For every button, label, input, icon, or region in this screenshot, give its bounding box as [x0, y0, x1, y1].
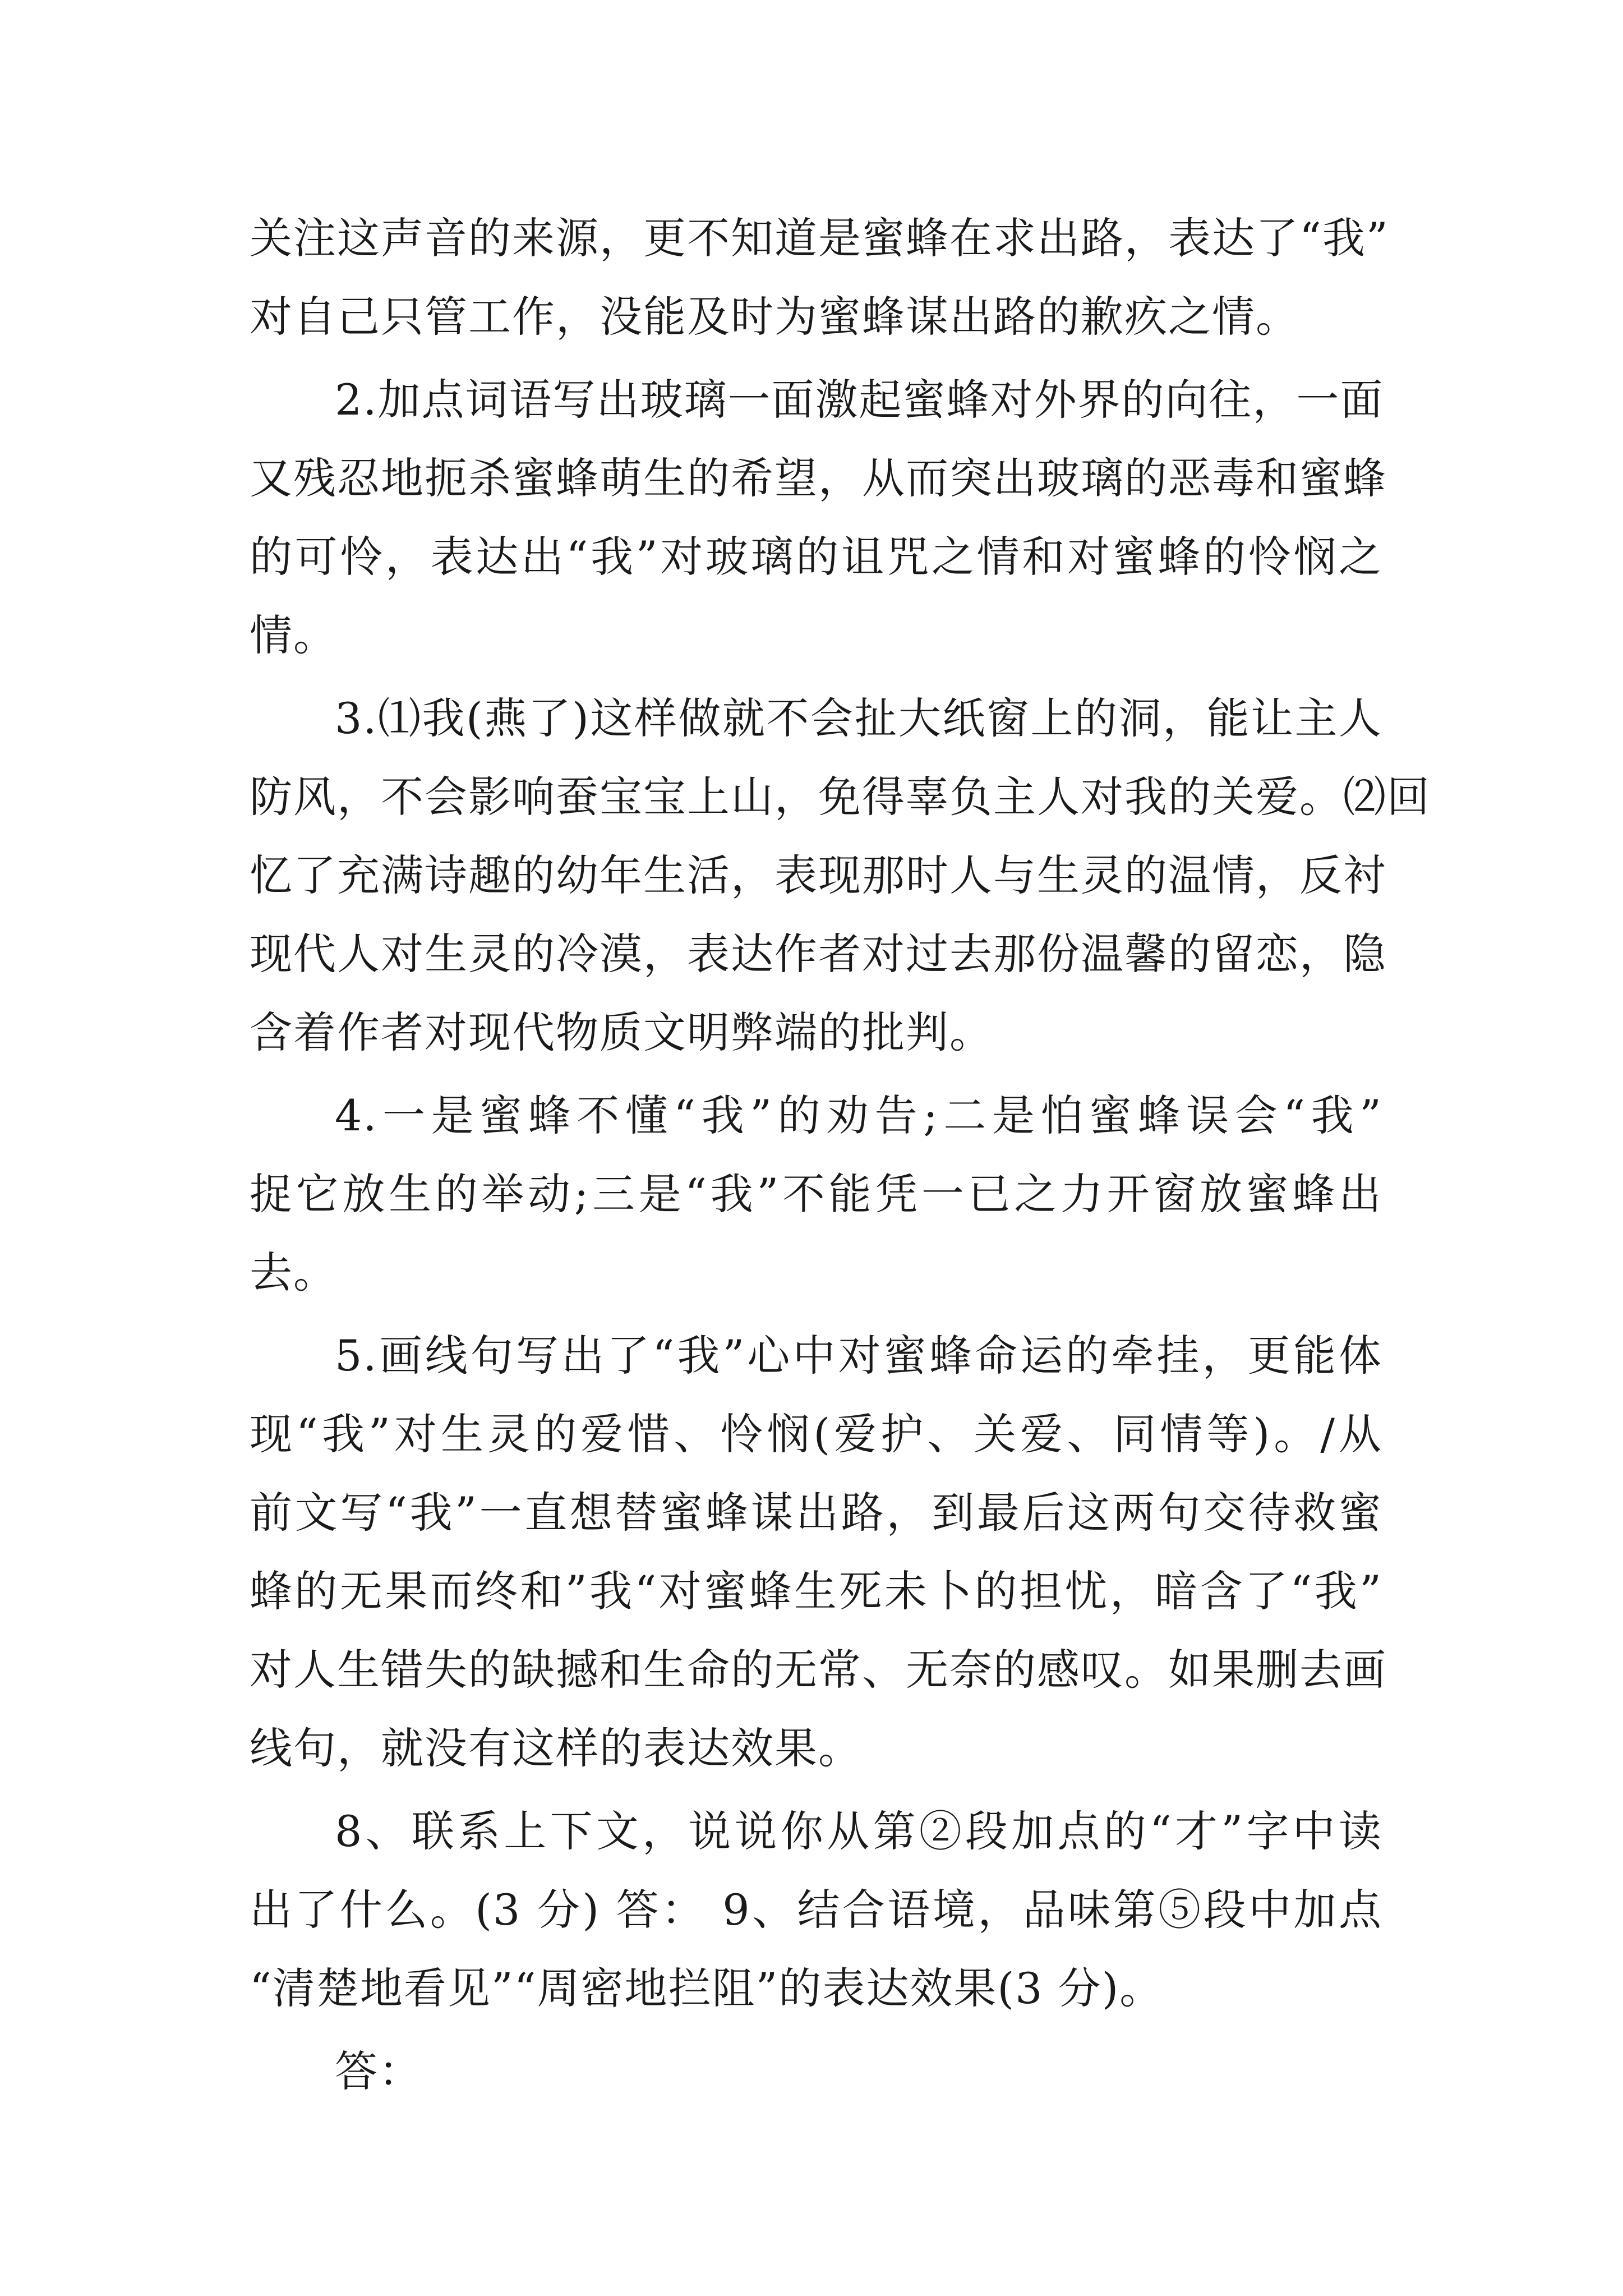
text-line: 又残忍地扼杀蜜蜂萌生的希望，从而突出玻璃的恶毒和蜜蜂	[250, 453, 1387, 503]
paragraph-answer-2	[250, 361, 1387, 675]
paragraph-continuation	[250, 199, 1389, 356]
text-line: 线句，就没有这样的表达效果。	[250, 1723, 862, 1773]
text-line: 去。	[250, 1248, 337, 1297]
text-line: 蜂的无果而终和”我“对蜜蜂生死未卜的担忧，暗含了“我”	[250, 1566, 1382, 1616]
text-line: 现代人对生灵的冷漠，表达作者对过去那份温馨的留恋，隐	[250, 929, 1387, 979]
paragraph-answer-3	[250, 679, 1431, 1072]
text-line: 答：	[335, 2046, 422, 2096]
text-line: 关注这声音的来源，更不知道是蜜蜂在求出路，表达了“我”	[250, 213, 1389, 263]
text-line: 现“我”对生灵的爱惜、怜悯(爱护、关爱、同情等)。/从	[250, 1409, 1382, 1459]
paragraph-answer-label	[250, 2032, 1382, 2111]
text-line: 出了什么。(3 分) 答： 9、结合语境，品味第⑤段中加点	[250, 1885, 1382, 1935]
paragraph-answer-4	[250, 1076, 1382, 1312]
text-line: 5.画线句写出了“我”心中对蜜蜂命运的牵挂，更能体	[335, 1331, 1382, 1381]
text-line: 对自己只管工作，没能及时为蜜蜂谋出路的歉疚之情。	[250, 292, 1299, 342]
document-page	[250, 199, 1431, 2111]
paragraph-question-8-9	[250, 1792, 1382, 2028]
text-line: 忆了充满诗趣的幼年生活，表现那时人与生灵的温情，反衬	[250, 850, 1387, 900]
text-line: 情。	[250, 610, 337, 660]
text-line: 捉它放生的举动;三是“我”不能凭一已之力开窗放蜜蜂出	[250, 1169, 1382, 1219]
text-line: “清楚地看见”“周密地拦阻”的表达效果(3 分)。	[250, 1963, 1164, 2013]
text-line: 的可怜，表达出“我”对玻璃的诅咒之情和对蜜蜂的怜悯之	[250, 532, 1382, 582]
text-line: 8、联系上下文，说说你从第②段加点的“才”字中读	[335, 1806, 1382, 1856]
paragraph-answer-5	[250, 1317, 1387, 1788]
text-line: 含着作者对现代物质文明弊端的批判。	[250, 1007, 993, 1057]
text-line: 防风，不会影响蚕宝宝上山，免得辜负主人对我的关爱。⑵回	[250, 772, 1431, 822]
text-line: 3.⑴我(燕了)这样做就不会扯大纸窗上的洞，能让主人	[335, 693, 1382, 743]
text-line: 4.一是蜜蜂不懂“我”的劝告;二是怕蜜蜂误会“我”	[335, 1091, 1382, 1140]
text-line: 对人生错失的缺撼和生命的无常、无奈的感叹。如果删去画	[250, 1645, 1387, 1695]
text-line: 前文写“我”一直想替蜜蜂谋出路，到最后这两句交待救蜜	[250, 1488, 1382, 1538]
text-line: 2.加点词语写出玻璃一面激起蜜蜂对外界的向往，一面	[335, 375, 1384, 425]
